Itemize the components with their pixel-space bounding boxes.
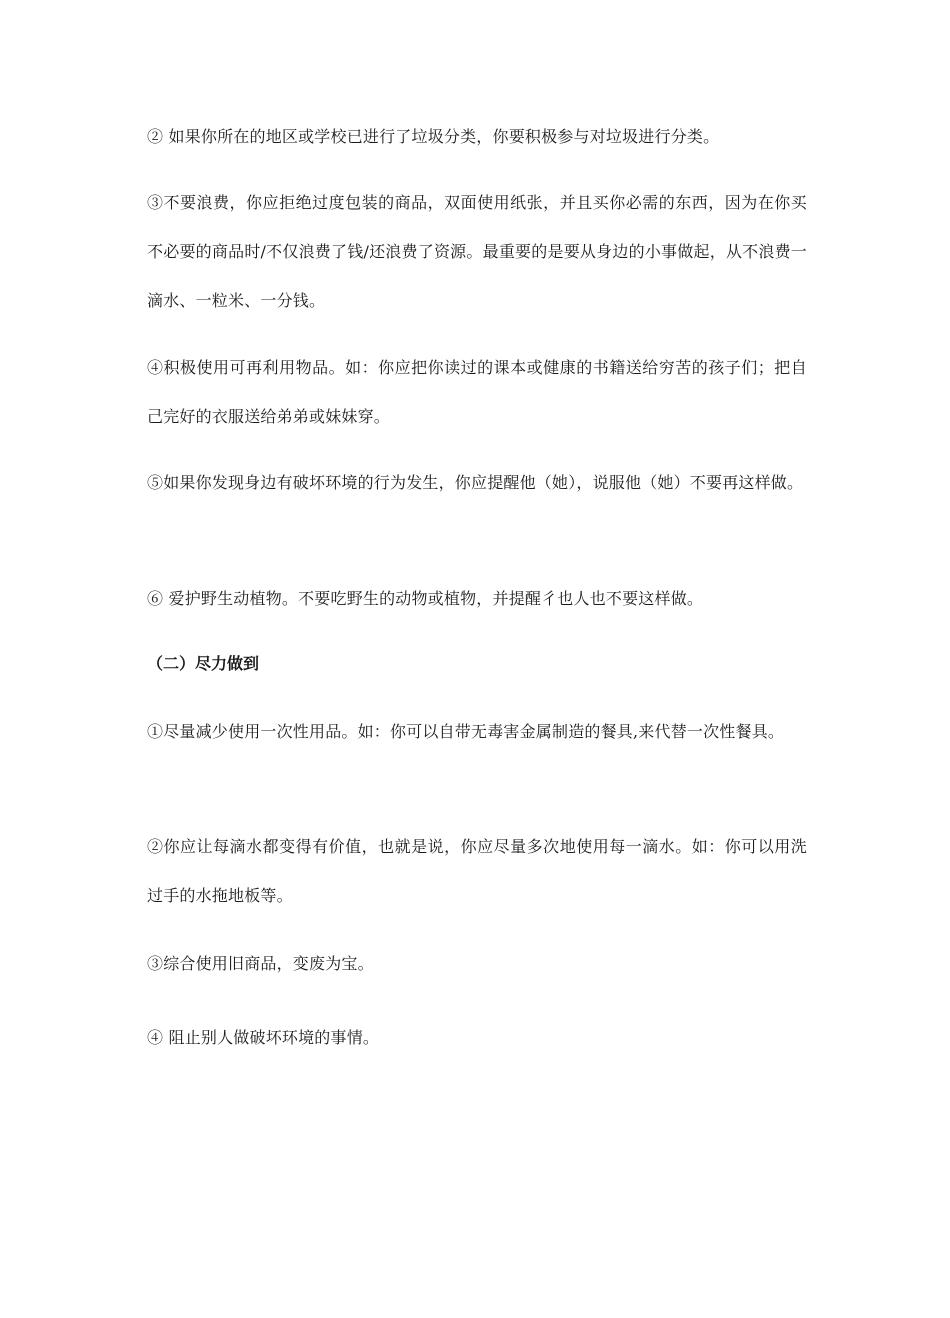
item-marker: ③ — [147, 954, 164, 973]
item-marker: ④ — [147, 1028, 164, 1047]
list-item — [147, 939, 807, 988]
item-text: 积极使用可再利用物品。如：你应把你读过的课本或健康的书籍送给穷苦的孩子们；把自己完好的衣服送给弟弟或妹妹穿。 — [147, 358, 807, 426]
list-item — [147, 707, 807, 756]
list-item — [147, 1013, 807, 1062]
item-marker: ② — [147, 837, 164, 856]
list-item — [147, 343, 807, 441]
item-marker: ③ — [147, 193, 164, 212]
item-marker: ① — [147, 722, 164, 741]
item-marker: ② — [147, 127, 164, 146]
list-item — [147, 574, 807, 623]
list-item — [147, 112, 807, 161]
item-text: 你应让每滴水都变得有价值，也就是说，你应尽量多次地使用每一滴水。如：你可以用洗过手的水拖地板等。 — [147, 837, 807, 905]
item-marker: ⑥ — [147, 589, 164, 608]
item-marker: ⑤ — [147, 473, 164, 492]
list-item — [147, 458, 807, 507]
item-text: 爱护野生动植物。不要吃野生的动物或植物，并提醒彳也人也不要这样做。 — [163, 589, 704, 608]
section-heading: （二）尽力做到 — [147, 654, 260, 673]
item-text: 综合使用旧商品，变废为宝。 — [163, 954, 374, 973]
list-item — [147, 822, 807, 920]
item-text: 如果你所在的地区或学校已进行了垃圾分类，你要积极参与对垃圾进行分类。 — [163, 127, 720, 146]
item-text: 如果你发现身边有破坏环境的行为发生，你应提醒他（她），说服他（她）不要再这样做。 — [163, 473, 804, 492]
item-marker: ④ — [147, 358, 164, 377]
item-text: 阻止别人做破坏环境的事情。 — [163, 1028, 380, 1047]
item-text: 不要浪费，你应拒绝过度包装的商品，双面使用纸张，并且买你必需的东西，因为在你买不必要的商品时/不仅浪费了钱/还浪费了资源。最重要的是要从身边的小事做起，从不浪费一滴水、一粒米、一分钱。 — [147, 193, 807, 310]
item-text: 尽量减少使用一次性用品。如：你可以自带无毒害金属制造的餐具,来代替一次性餐具。 — [163, 722, 785, 741]
list-item — [147, 178, 807, 325]
